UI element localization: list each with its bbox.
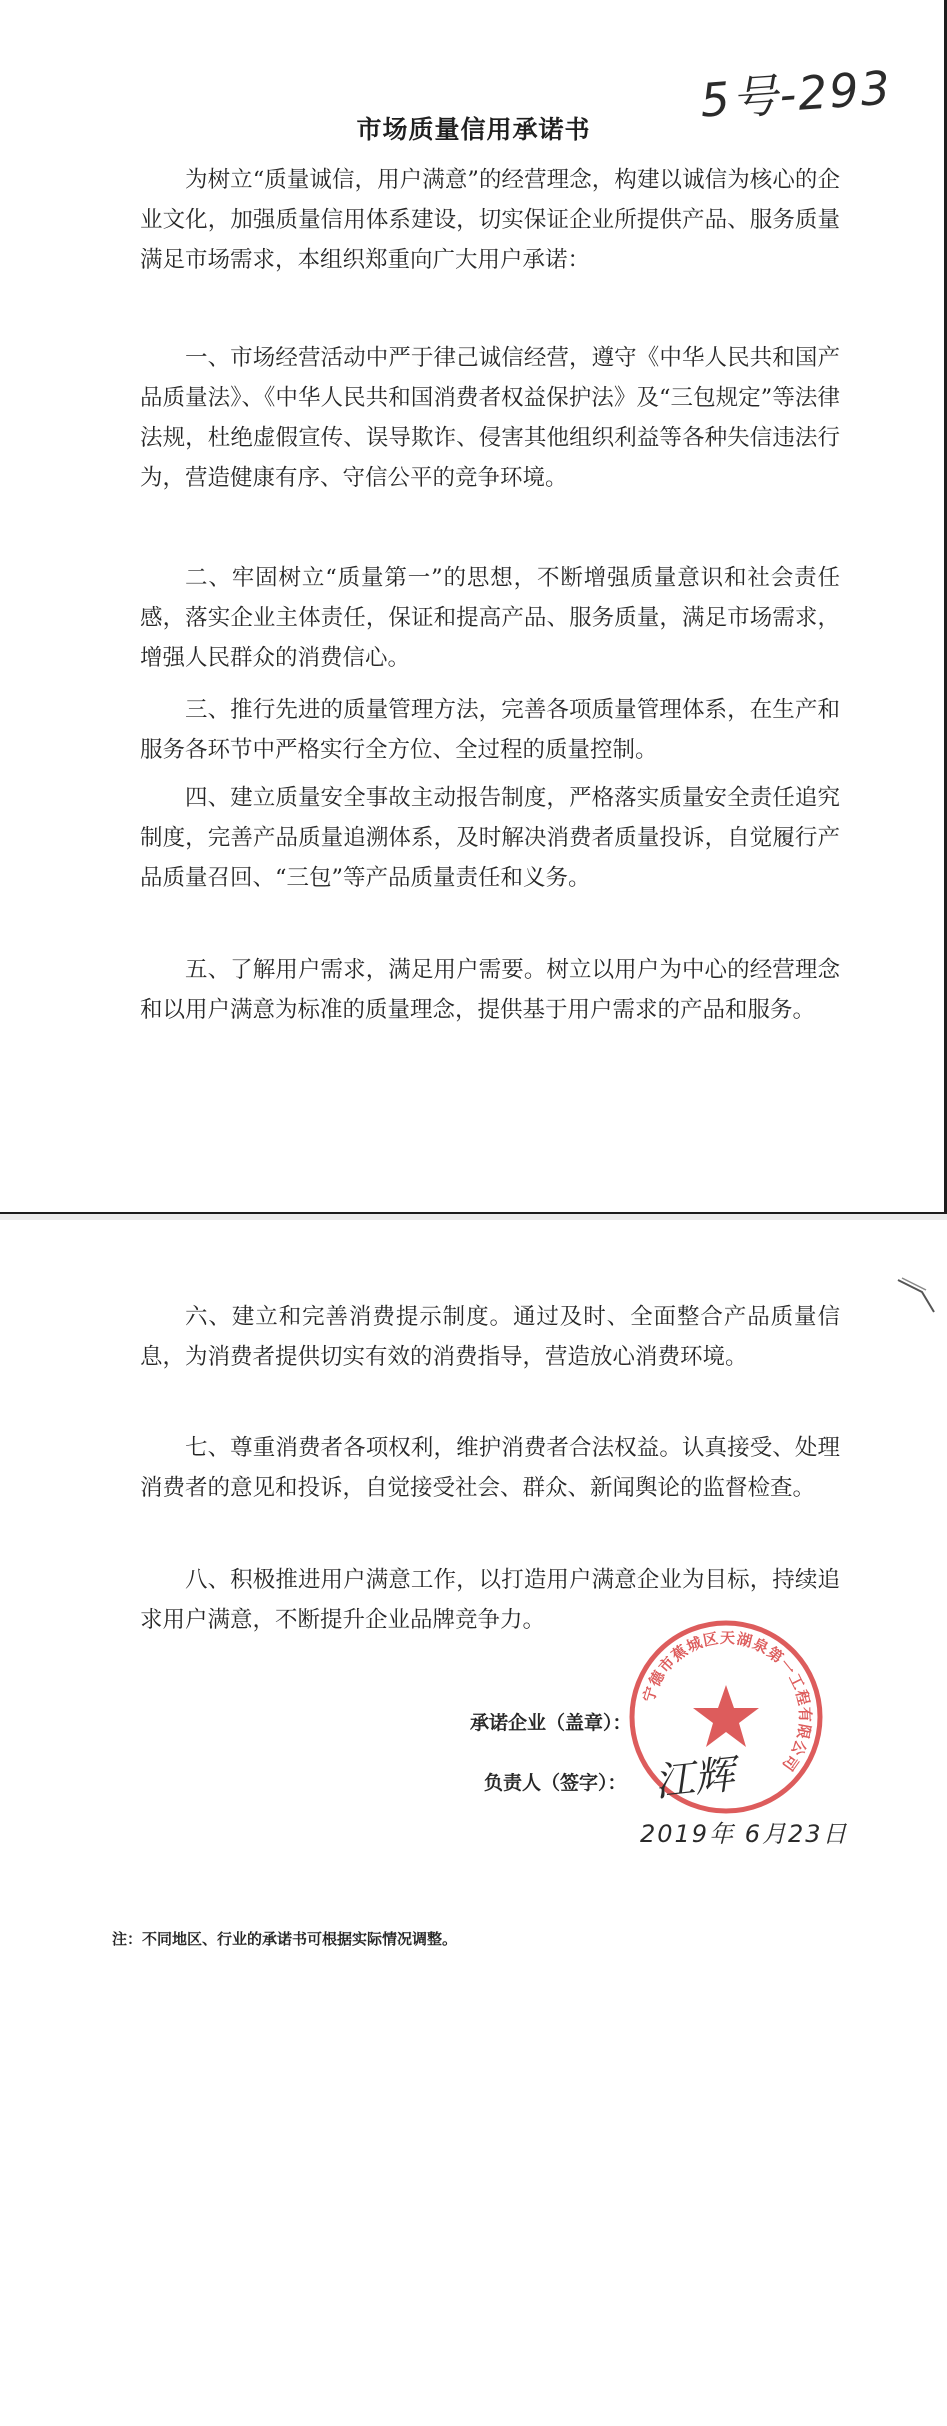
commitment-item-2: 二、牢固树立“质量第一”的思想，不断增强质量意识和社会责任感，落实企业主体责任，保证和提高产品、服务质量，满足市场需求，增强人民群众的消费信心。 [140,565,840,671]
commitment-item-6: 六、建立和完善消费提示制度。通过及时、全面整合产品质量信息，为消费者提供切实有效的消费指导，营造放心消费环境。 [140,1304,840,1370]
paperclip-icon [892,1272,940,1320]
intro-paragraph: 为树立“质量诚信，用户满意”的经营理念，构建以诚信为核心的企业文化，加强质量信用体系建设，切实保证企业所提供产品、服务质量满足市场需求，本组织郑重向广大用户承诺： [140,167,840,273]
commitment-item-5: 五、了解用户需求，满足用户需要。树立以用户为中心的经营理念和以用户满意为标准的质量理念，提供基于用户需求的产品和服务。 [140,957,840,1023]
commitment-item-3: 三、推行先进的质量管理方法，完善各项质量管理体系，在生产和服务各环节中严格实行全方位、全过程的质量控制。 [140,697,840,763]
seal-text: 宁德市蕉城区天湖泉第一工程有限公司 [639,1628,815,1775]
handwritten-signature: 江辉 [652,1751,737,1807]
commitment-item-7: 七、尊重消费者各项权利，维护消费者合法权益。认真接受、处理消费者的意见和投诉，自觉接受社会、群众、新闻舆论的监督检查。 [140,1435,840,1501]
footnote: 注：不同地区、行业的承诺书可根据实际情况调整。 [112,1930,458,1948]
document-page-1 [0,0,947,1212]
signer-label: 负责人（签字）： [484,1772,627,1794]
handwritten-mark: 5号-293 [698,60,894,128]
commitment-item-8: 八、积极推进用户满意工作，以打造用户满意企业为目标，持续追求用户满意，不断提升企业品牌竞争力。 [140,1567,840,1633]
company-seal-label: 承诺企业（盖章）： [470,1712,632,1734]
page-separator [0,1212,947,1220]
commitment-item-4: 四、建立质量安全事故主动报告制度，严格落实质量安全责任追究制度，完善产品质量追溯体系，及时解决消费者质量投诉，自觉履行产品质量召回、“三包”等产品质量责任和义务。 [140,785,840,891]
document-page-2 [0,1220,947,2426]
signing-date: 2019年 6月23日 [640,1820,849,1848]
page-title: 市场质量信用承诺书 [356,115,591,144]
commitment-item-1: 一、市场经营活动中严于律己诚信经营，遵守《中华人民共和国产品质量法》、《中华人民共和国消费者权益保护法》及“三包规定”等法律法规，杜绝虚假宣传、误导欺诈、侵害其他组织利益等各种失信违法行为，营造健康有序、守信公平的竞争环境。 [140,345,840,491]
